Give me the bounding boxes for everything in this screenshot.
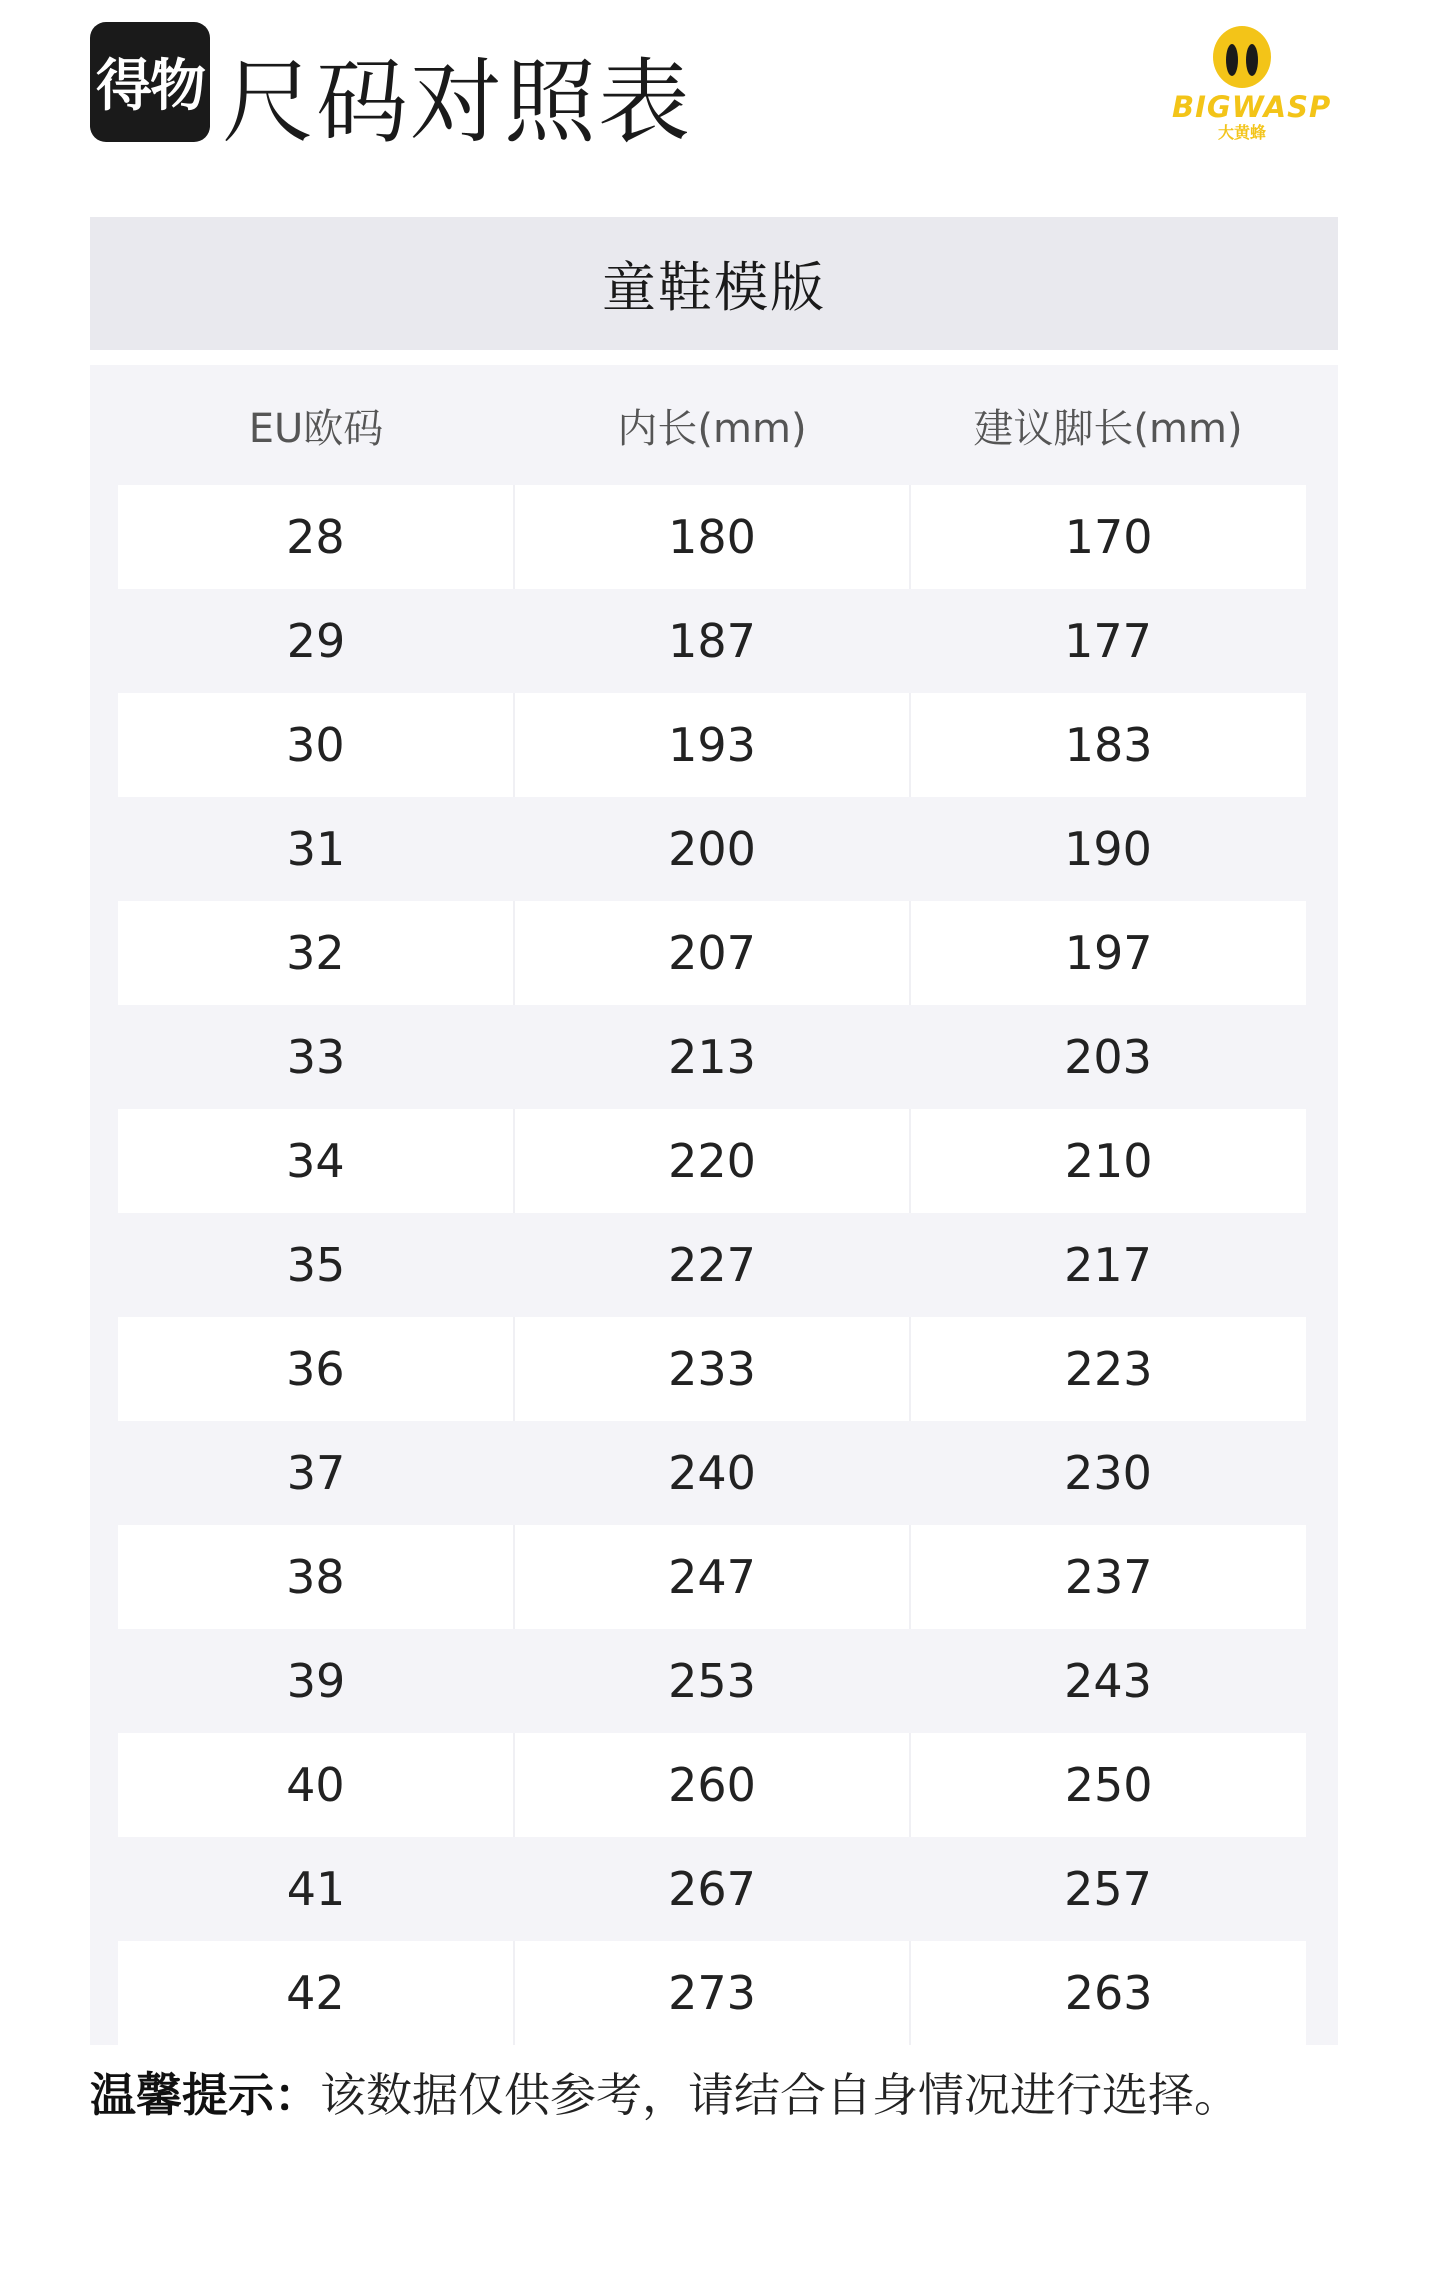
- brand-subtitle: 大黄蜂: [1217, 123, 1266, 142]
- cell-inner-length: 193: [513, 693, 910, 797]
- cell-inner-length: 187: [668, 614, 756, 668]
- brand-name: BIGWASP: [1172, 90, 1332, 124]
- template-label: 童鞋模版: [602, 256, 826, 319]
- cell-foot-length: 237: [909, 1525, 1306, 1629]
- table-row: [118, 1109, 1306, 1213]
- table-row: [118, 1837, 1306, 1941]
- cell-inner-length: 267: [668, 1862, 756, 1916]
- cell-foot-length: 257: [1064, 1862, 1152, 1916]
- cell-eu: 37: [286, 1446, 346, 1500]
- table-row: [118, 1005, 1306, 1109]
- tip-label: 温馨提示：: [90, 2068, 320, 2122]
- table-row: [118, 1733, 1306, 1837]
- tip-note: [90, 2060, 1240, 2130]
- table-row: [118, 589, 1306, 693]
- cell-foot-length: 190: [1064, 822, 1152, 876]
- column-header-eu: EU欧码: [248, 405, 384, 452]
- cell-inner-length: 273: [513, 1941, 910, 2045]
- table-row: [118, 1525, 1306, 1629]
- cell-foot-length: 217: [1064, 1238, 1152, 1292]
- cell-inner-length: 213: [668, 1030, 756, 1084]
- cell-eu: 28: [118, 485, 513, 589]
- cell-inner-length: 220: [513, 1109, 910, 1213]
- cell-foot-length: 203: [1064, 1030, 1152, 1084]
- table-row: [118, 1629, 1306, 1733]
- table-body: [118, 485, 1306, 2045]
- cell-inner-length: 233: [513, 1317, 910, 1421]
- cell-foot-length: 197: [909, 901, 1306, 1005]
- cell-eu: 42: [118, 1941, 513, 2045]
- template-band: [90, 217, 1338, 350]
- cell-foot-length: 263: [909, 1941, 1306, 2045]
- cell-inner-length: 227: [668, 1238, 756, 1292]
- table-header-row: [118, 365, 1306, 485]
- cell-eu: 39: [286, 1654, 346, 1708]
- cell-eu: 32: [118, 901, 513, 1005]
- cell-inner-length: 247: [513, 1525, 910, 1629]
- cell-eu: 33: [286, 1030, 346, 1084]
- cell-inner-length: 180: [513, 485, 910, 589]
- table-row: [118, 1941, 1306, 2045]
- cell-inner-length: 207: [513, 901, 910, 1005]
- cell-eu: 35: [286, 1238, 346, 1292]
- cell-eu: 34: [118, 1109, 513, 1213]
- tip-text: 该数据仅供参考，请结合自身情况进行选择。: [320, 2068, 1240, 2122]
- cell-eu: 30: [118, 693, 513, 797]
- cell-eu: 40: [118, 1733, 513, 1837]
- cell-eu: 36: [118, 1317, 513, 1421]
- cell-inner-length: 240: [668, 1446, 756, 1500]
- page-title: 尺码对照表: [222, 49, 693, 156]
- brand-logo: [1172, 20, 1332, 150]
- table-row: [118, 1213, 1306, 1317]
- cell-foot-length: 243: [1064, 1654, 1152, 1708]
- cell-eu: 31: [286, 822, 346, 876]
- cell-foot-length: 223: [909, 1317, 1306, 1421]
- cell-foot-length: 210: [909, 1109, 1306, 1213]
- table-row: [118, 797, 1306, 901]
- cell-inner-length: 260: [513, 1733, 910, 1837]
- cell-inner-length: 253: [668, 1654, 756, 1708]
- app-logo: 得物: [90, 22, 210, 142]
- column-header-inner-length: 内长(mm): [617, 405, 807, 452]
- cell-foot-length: 250: [909, 1733, 1306, 1837]
- cell-eu: 38: [118, 1525, 513, 1629]
- cell-foot-length: 230: [1064, 1446, 1152, 1500]
- cell-eu: 41: [286, 1862, 346, 1916]
- column-header-foot-length: 建议脚长(mm): [973, 405, 1243, 452]
- table-row: [118, 901, 1306, 1005]
- table-row: [118, 693, 1306, 797]
- table-row: [118, 485, 1306, 589]
- wasp-icon: [1211, 24, 1273, 90]
- cell-eu: 29: [286, 614, 346, 668]
- cell-inner-length: 200: [668, 822, 756, 876]
- cell-foot-length: 177: [1064, 614, 1152, 668]
- cell-foot-length: 170: [909, 485, 1306, 589]
- table-row: [118, 1421, 1306, 1525]
- size-table: [90, 365, 1338, 2045]
- table-row: [118, 1317, 1306, 1421]
- cell-foot-length: 183: [909, 693, 1306, 797]
